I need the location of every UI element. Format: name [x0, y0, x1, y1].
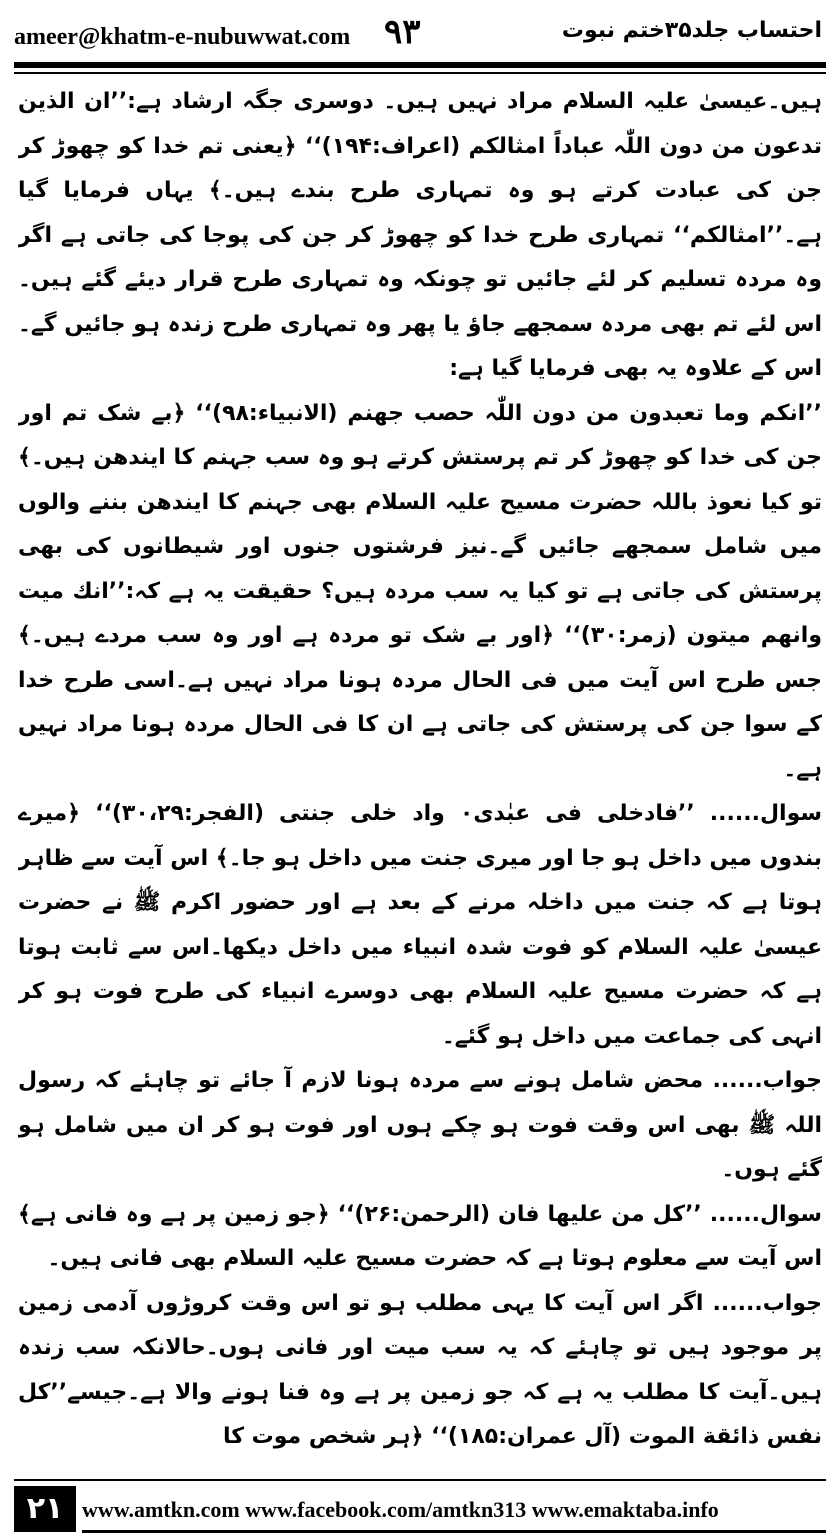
qa-text: ’’فادخلی فی عبٰدی٠ واد خلی جنتی (الفجر:۳۰،۲۹)‘‘ ﴿میرے بندوں میں داخل ہو جا اور میری جنت میں داخل ہو جا۔﴾ اس آیت سے ظاہر ہوتا ہے کہ جنت میں داخلہ مرنے کے بعد ہے اور حضور اکرم ﷺ نے حضرت عیسیٰ علیہ السلام کو فوت شدہ انبیاء میں داخل دیکھا۔اس سے ثابت ہوتا ہے کہ حضرت مسیح علیہ السلام بھی دوسرے انبیاء کی طرح فوت ہو کر انہی کی جماعت میں داخل ہو گئے۔: [18, 801, 822, 1049]
header-email[interactable]: ameer@khatm-e-nubuwwat.com: [14, 24, 351, 50]
header-rule-thick: [14, 62, 826, 68]
paragraph: ’’انکم وما تعبدون من دون اللّٰہ حصب جھنم (الانبیاء:۹۸)‘‘ ﴿بے شک تم اور جن کی خدا کو چھوڑ کر تم پرستش کرتے ہو وہ سب جہنم کا ایندھن ہیں۔﴾ تو کیا نعوذ باللہ حضرت مسیح علیہ السلام بھی جہنم کا ایندھن بننے والوں میں شامل سمجھے جائیں گے۔نیز فرشتوں جنوں اور شیطانوں کی بھی پرستش کی جاتی ہے تو کیا یہ سب مردہ ہیں؟ حقیقت یہ ہے کہ:’’انك میت وانھم میتون (زمر:۳۰)‘‘ ﴿اور بے شک تو مردہ ہے اور وہ سب مردے ہیں۔﴾ جس طرح اس آیت میں فی الحال مردہ ہونا مراد نہیں ہے۔اسی طرح خدا کے سوا جن کی پرستش کی جاتی ہے ان کا فی الحال مردہ ہونا مراد نہیں ہے۔: [18, 400, 822, 782]
paragraph: ہیں۔عیسیٰ علیہ السلام مراد نہیں ہیں۔ دوسری جگہ ارشاد ہے:’’ان الذین تدعون من دون اللّٰہ عباداً امثالکم (اعراف:۱۹۴)‘‘ ﴿یعنی تم خدا کو چھوڑ کر جن کی عبادت کرتے ہو وہ تمہاری طرح بندے ہیں۔﴾ یہاں فرمایا گیا ہے۔’’امثالکم‘‘ تمہاری طرح خدا کو چھوڑ کر جن کی پوجا کی جاتی ہے اگر وہ مردہ تسلیم کر لئے جائیں تو چونکہ وہ تمہاری طرح قرار دیئے گئے ہیں۔اس لئے تم بھی مردہ سمجھے جاؤ یا پھر وہ تمہاری طرح زندہ ہو جائیں گے۔اس کے علاوہ یہ بھی فرمایا گیا ہے:: [18, 89, 822, 381]
qa-item: [18, 1193, 822, 1282]
body-text: [18, 80, 822, 1472]
page-number: ۹۳: [384, 12, 421, 52]
qa-item: [18, 1059, 822, 1193]
qa-item: [18, 792, 822, 1059]
qa-label: جواب......: [712, 1290, 822, 1316]
running-title: احتساب جلد۳۵ختم نبوت: [561, 18, 822, 43]
qa-text: محض شامل ہونے سے مردہ ہونا لازم آ جائے تو چاہئے کہ رسول اللہ ﷺ بھی اس وقت فوت ہو چکے ہوں اور فوت ہو کر ان میں شامل ہو گئے ہوں۔: [18, 1068, 822, 1182]
qa-label: سوال......: [709, 801, 822, 826]
footer-volume-box: ۲۱: [14, 1486, 76, 1532]
header-rule-thin: [14, 72, 826, 74]
footer-underline: [82, 1530, 826, 1533]
qa-item: [18, 1282, 822, 1460]
qa-label: جواب......: [712, 1068, 822, 1093]
footer-urls[interactable]: www.amtkn.com www.facebook.com/amtkn313 www.emaktaba.info: [82, 1497, 719, 1522]
qa-text: ’’کل من علیھا فان (الرحمن:۲۶)‘‘ ﴿جو زمین پر ہے وہ فانی ہے﴾ اس آیت سے معلوم ہوتا ہے کہ حضرت مسیح علیہ السلام بھی فانی ہیں۔: [18, 1201, 822, 1271]
qa-text: اگر اس آیت کا یہی مطلب ہو تو اس وقت کروڑوں آدمی زمین پر موجود ہیں تو چاہئے کہ یہ سب میت اور فانی ہوں۔حالانکہ سب زندہ ہیں۔آیت کا مطلب یہ ہے کہ جو زمین پر ہے وہ فنا ہونے والا ہے۔جیسے’’کل نفس ذائقة الموت (آل عمران:۱۸۵)‘‘ ﴿ہر شخص موت کا: [18, 1290, 822, 1449]
page-header: [14, 6, 826, 60]
footer-rule: [14, 1479, 826, 1481]
qa-label: سوال......: [709, 1201, 822, 1227]
